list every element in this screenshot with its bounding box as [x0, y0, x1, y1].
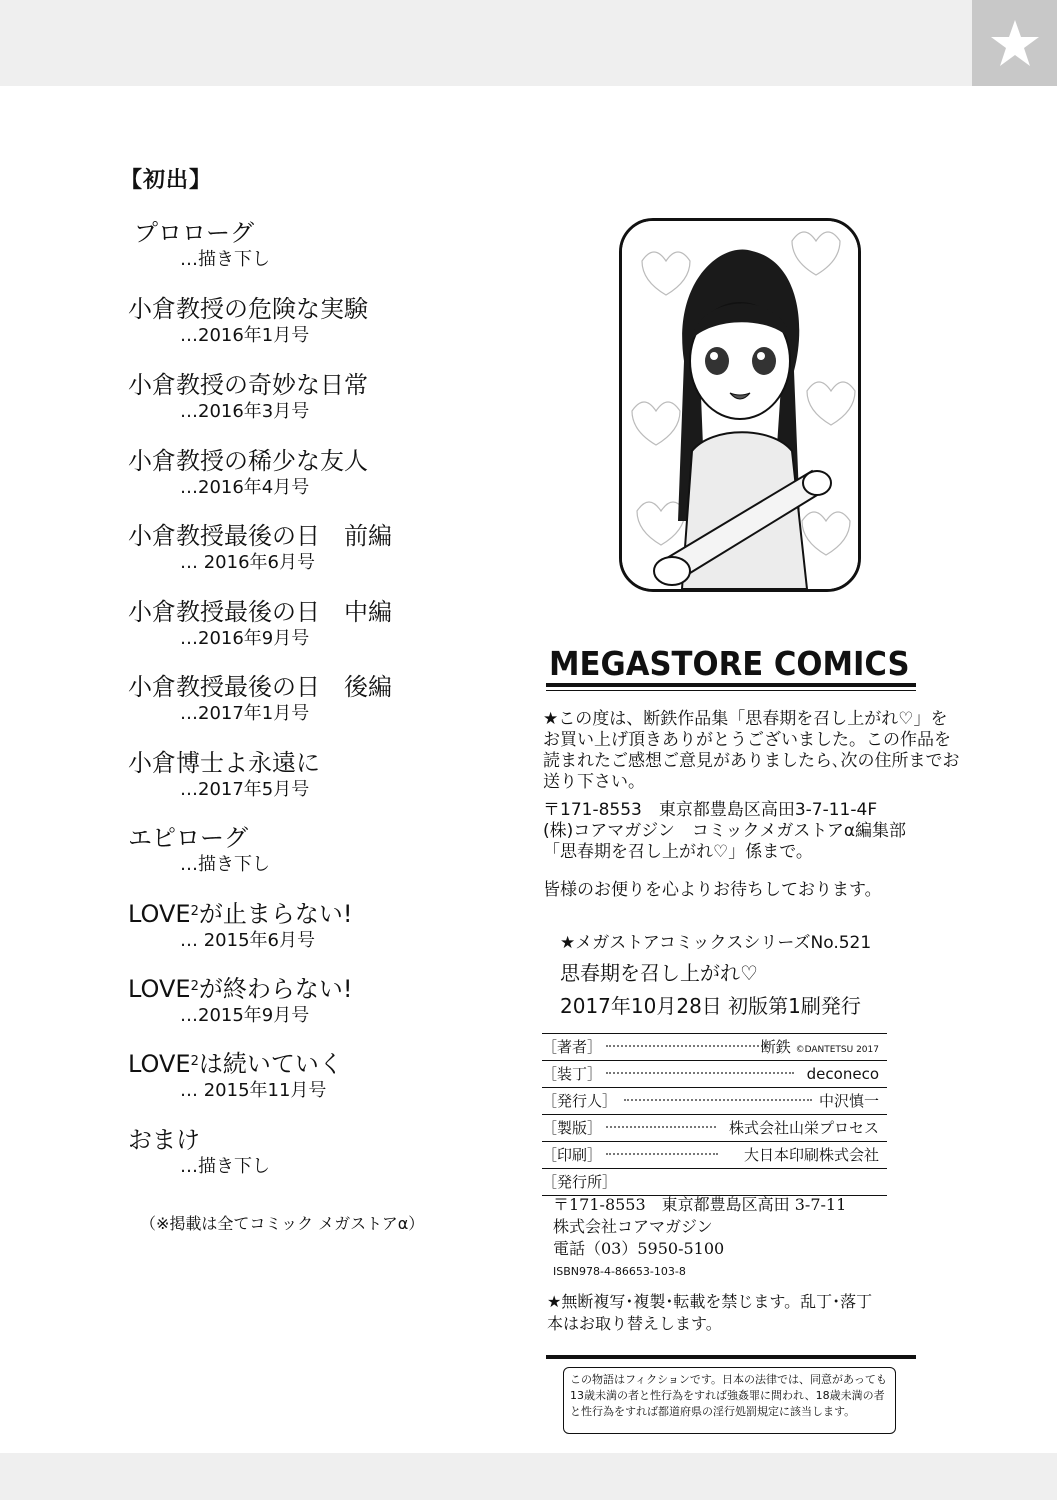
list-item: [128, 294, 368, 348]
fiction-disclaimer: [563, 1367, 896, 1434]
colophon-label: ［印刷］: [542, 1146, 603, 1164]
entry-issue: …2017年1月号: [180, 703, 310, 724]
list-item: [128, 974, 352, 1028]
list-item: [128, 899, 352, 953]
colophon-row: [542, 1088, 887, 1115]
list-item: [128, 521, 392, 575]
list-item: [128, 823, 270, 877]
title-prefix: LOVE: [128, 1050, 191, 1078]
colophon-value: deconeco: [806, 1065, 879, 1083]
footnote: （※掲載は全てコミック メガストアα）: [140, 1214, 425, 1233]
entry-issue: …2016年3月号: [180, 401, 310, 422]
entry-title: 小倉教授最後の日 前編: [128, 522, 392, 550]
message-line: 送り下さい。: [543, 772, 645, 792]
divider: [546, 690, 916, 691]
leader-dots: [624, 1099, 812, 1101]
entry-issue: …描き下し: [180, 854, 270, 875]
entry-title: 小倉教授最後の日 後編: [128, 673, 392, 701]
megastore-comics-logo: MEGASTORE COMICS: [549, 644, 910, 683]
entry-title: 小倉教授最後の日 中編: [128, 598, 392, 626]
message-line: お買い上げ頂きありがとうございました。この作品を: [543, 730, 951, 750]
isbn: ISBN978-4-86653-103-8: [553, 1265, 686, 1278]
entry-title: 小倉教授の稀少な友人: [128, 447, 368, 475]
closing-text: 皆様のお便りを心よりお待ちしております。: [543, 880, 882, 900]
colophon-label: ［装丁］: [542, 1065, 603, 1083]
character-illustration: [619, 218, 861, 592]
entry-title: 小倉教授の奇妙な日常: [128, 371, 368, 399]
title-suffix: が終わらない!: [198, 975, 353, 1003]
leader-dots: [606, 1072, 794, 1074]
entry-issue: … 2015年11月号: [180, 1080, 327, 1101]
divider: [546, 683, 916, 687]
colophon-row: [542, 1115, 887, 1142]
entry-issue: … 2015年6月号: [180, 930, 315, 951]
colophon-label: ［著者］: [542, 1038, 603, 1056]
title-suffix: は続いていく: [198, 1050, 343, 1078]
entry-issue: …2015年9月号: [180, 1005, 310, 1026]
colophon-label: ［発行所］: [542, 1173, 618, 1191]
entry-issue: …2016年1月号: [180, 325, 310, 346]
leader-dots: [606, 1126, 716, 1128]
title-suffix: が止まらない!: [198, 900, 353, 928]
mail-line: 〒171-8553 東京都豊島区高田3-7-11-4F: [543, 800, 878, 820]
book-title: 思春期を召し上がれ♡: [560, 961, 758, 985]
title-prefix: LOVE: [128, 900, 191, 928]
list-item: [128, 748, 320, 802]
title-prefix: LOVE: [128, 975, 191, 1003]
colophon-value: 株式会社山栄プロセス: [728, 1119, 879, 1137]
leader-dots: [606, 1045, 766, 1047]
list-item: [128, 218, 270, 272]
disclaimer-line: と性行為をすれば都道府県の淫行処罰規定に該当します。: [570, 1405, 856, 1418]
colophon-label: ［製版］: [542, 1119, 603, 1137]
notice-line: 本はお取り替えします。: [547, 1314, 722, 1333]
leader-dots: [606, 1153, 718, 1155]
publisher-phone: 電話（03）5950-5100: [553, 1239, 725, 1258]
bottom-margin-band: [0, 1453, 1057, 1500]
copyright-note: ©DANTETSU 2017: [795, 1045, 879, 1055]
title-superscript: 2: [190, 979, 199, 994]
publisher-address: 〒171-8553 東京都豊島区高田 3-7-11: [553, 1195, 847, 1214]
colophon-table: [542, 1033, 887, 1196]
entry-issue: …2017年5月号: [180, 779, 310, 800]
publisher-name: 株式会社コアマガジン: [553, 1217, 713, 1236]
disclaimer-line: 13歳未満の者と性行為をすれば強姦罪に問われ、18歳未満の者: [570, 1389, 885, 1402]
list-item: [128, 672, 392, 726]
entry-title: 小倉博士よ永遠に: [128, 749, 320, 777]
list-item: [128, 597, 392, 651]
colophon-row: [542, 1142, 887, 1169]
first-appearance-heading: 【初出】: [120, 168, 213, 193]
entry-title: 小倉教授の危険な実験: [128, 295, 368, 323]
mail-address: [543, 800, 906, 863]
entry-issue: … 2016年6月号: [180, 552, 315, 573]
entry-issue: …2016年9月号: [180, 628, 310, 649]
entry-issue: …描き下し: [180, 1156, 270, 1177]
publication-date: 2017年10月28日 初版第1刷発行: [560, 994, 861, 1018]
colophon-row: [542, 1061, 887, 1088]
mail-line: (株)コアマガジン コミックメガストアα編集部: [543, 821, 907, 841]
entry-title: [128, 899, 352, 929]
message-line: 読まれたご感想ご意見がありましたら､次の住所までお: [543, 751, 960, 771]
entry-issue: …描き下し: [180, 249, 270, 270]
colophon-value: 中沢慎一: [818, 1092, 879, 1110]
series-number: ★メガストアコミックスシリーズNo.521: [560, 933, 872, 953]
entry-title: [128, 1049, 343, 1079]
top-margin-band: [0, 0, 972, 86]
list-item: [128, 1049, 343, 1103]
illustration-art: [622, 221, 858, 589]
disclaimer-line: この物語はフィクションです。日本の法律では、同意があっても: [570, 1373, 887, 1386]
entry-title: おまけ: [128, 1126, 200, 1154]
mail-line: 「思春期を召し上がれ♡」係まで。: [543, 842, 813, 862]
colophon-label: ［発行人］: [542, 1092, 618, 1110]
corner-tab: [972, 0, 1057, 86]
copy-notice: [547, 1291, 872, 1335]
list-item: [128, 1125, 270, 1179]
colophon-value: 大日本印刷株式会社: [743, 1146, 879, 1164]
entry-issue: …2016年4月号: [180, 477, 310, 498]
divider: [546, 1355, 916, 1359]
reader-message: [543, 709, 960, 793]
notice-line: ★無断複写･複製･転載を禁じます。乱丁･落丁: [547, 1292, 873, 1311]
title-superscript: 2: [190, 904, 199, 919]
entry-title: プロローグ: [134, 219, 254, 247]
entry-title: エピローグ: [128, 824, 248, 852]
colophon-row: [542, 1034, 887, 1061]
colophon-value: 断鉄 ©DANTETSU 2017: [760, 1038, 879, 1056]
message-line: ★この度は、断鉄作品集「思春期を召し上がれ♡」を: [543, 709, 948, 729]
entry-title: [128, 974, 352, 1004]
title-superscript: 2: [190, 1054, 199, 1069]
list-item: [128, 370, 368, 424]
list-item: [128, 446, 368, 500]
star-icon: [990, 19, 1040, 67]
